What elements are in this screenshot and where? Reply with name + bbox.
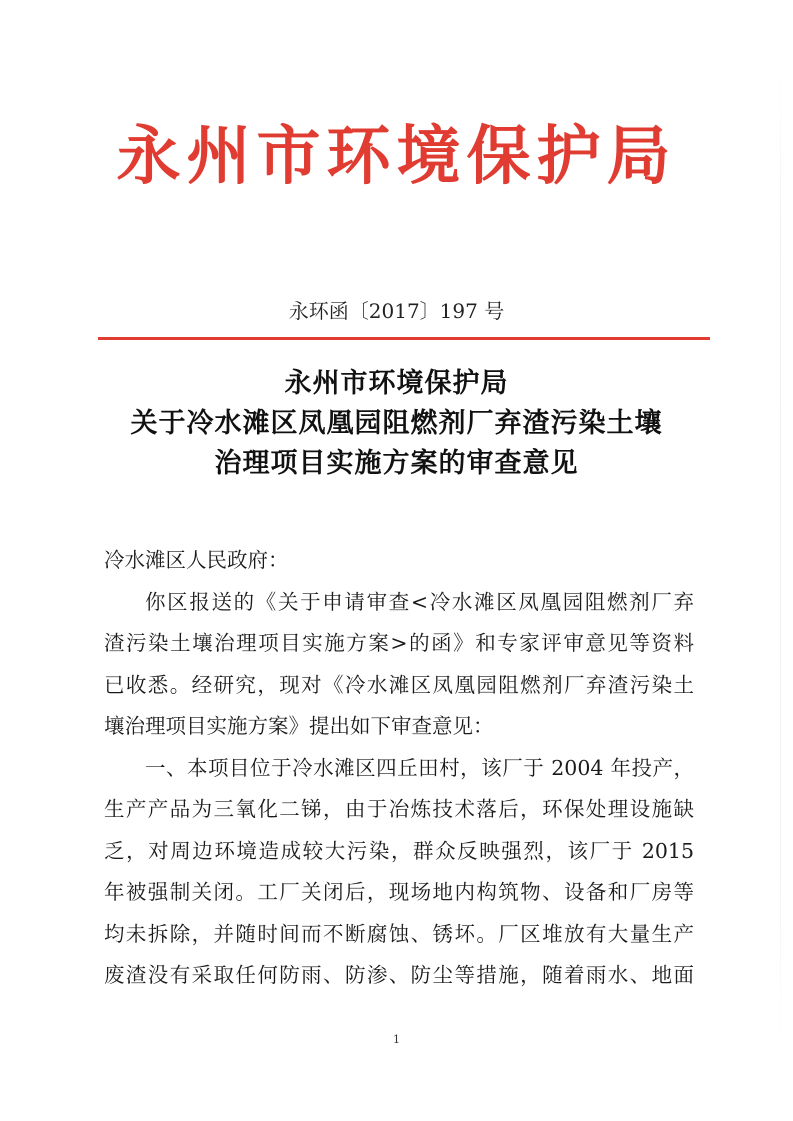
body-line: 一、本项目位于冷水滩区四丘田村，该厂于 2004 年投产， — [145, 755, 694, 780]
body-line: 生产产品为三氧化二锑，由于冶炼技术落后，环保处理设施缺 — [104, 797, 694, 821]
title-line-2: 关于冷水滩区凤凰园阻燃剂厂弃渣污染土壤 — [130, 408, 663, 439]
red-divider-line — [98, 337, 710, 340]
body-line: 已收悉。经研究，现对《冷水滩区凤凰园阻燃剂厂弃渣污染土 — [104, 672, 694, 697]
body-line: 渣污染土壤治理项目实施方案>的函》和专家评审意见等资料 — [104, 631, 694, 655]
document-number: 永环函〔2017〕197 号 — [288, 299, 505, 323]
title-line-3: 治理项目实施方案的审查意见 — [214, 448, 579, 479]
body-line: 废渣没有采取任何防雨、防渗、防尘等措施，随着雨水、地面 — [104, 963, 694, 987]
document-title — [0, 364, 793, 484]
body-line: 乏，对周边环境造成较大污染，群众反映强烈，该厂于 2015 — [104, 838, 694, 863]
body-line: 你区报送的《关于申请审查<冷水滩区凤凰园阻燃剂厂弃 — [145, 589, 694, 614]
body-line: 年被强制关闭。工厂关闭后，现场地内构筑物、设备和厂房等 — [104, 880, 694, 904]
organization-header: 永州市环境保护局 — [116, 119, 677, 194]
body-line: 均未拆除，并随时间而不断腐蚀、锈坏。厂区堆放有大量生产 — [104, 921, 694, 946]
body-line: 壤治理项目实施方案》提出如下审查意见： — [104, 714, 494, 738]
title-line-1: 永州市环境保护局 — [284, 368, 509, 399]
page-number: 1 — [393, 1033, 400, 1046]
salutation: 冷水滩区人民政府： — [104, 548, 289, 572]
scan-edge-shadow — [780, 60, 781, 1060]
document-body — [104, 540, 694, 997]
